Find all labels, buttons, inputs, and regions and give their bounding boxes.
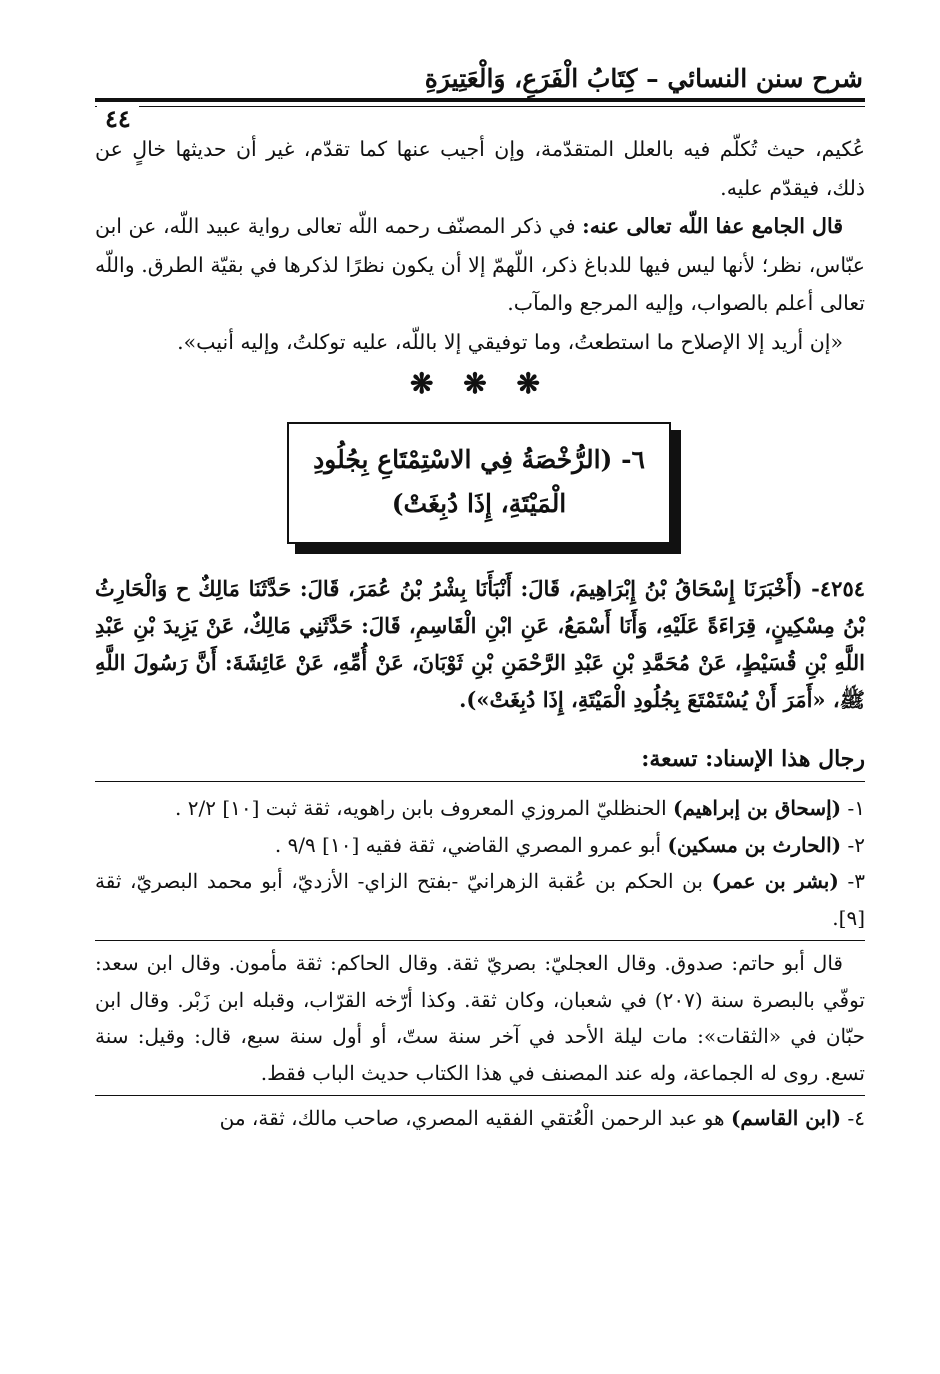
narrator-name: (بشر بن عمر) bbox=[711, 869, 839, 893]
narrator-name: (ابن القاسم) bbox=[730, 1106, 842, 1130]
author-comment-lead: قال الجامع عفا اللّه تعالى عنه: bbox=[582, 214, 843, 238]
narrator-entry bbox=[95, 827, 865, 864]
narrator-entry bbox=[95, 1100, 865, 1137]
narrator-number: ٤- bbox=[841, 1106, 865, 1130]
narrator-description: بن الحكم بن عُقبة الزهرانيّ -بفتح الزاي- الأزديّ، أبو محمد البصريّ، ثقة [٩]. bbox=[95, 869, 865, 930]
narrator-number: ٢- bbox=[841, 832, 865, 857]
narrator-note: قال أبو حاتم: صدوق. وقال العجليّ: بصريّ ثقة. وقال الحاكم: ثقة مأمون. وقال ابن سعد: توفّي بالبصرة سنة (٢٠٧) في شعبان، وكان ثقة. وكذا أرّخه القرّاب، وقبله ابن زَبْر. وقال ابن حبّان في «الثقات»: مات ليلة الأحد في آخر سنة ستّ، أو أول سنة سبع، قال: وقيل: سنة تسع. روى له الجماعة، وله عند المصنف في هذا الكتاب حديث الباب فقط. bbox=[95, 951, 865, 1085]
narrator-description: أبو عمرو المصري القاضي، ثقة فقيه [١٠] ٩/٩ . bbox=[274, 832, 668, 857]
isnad-heading: رجال هذا الإسناد: تسعة: bbox=[641, 746, 865, 772]
narrator-number: ٣- bbox=[838, 869, 865, 893]
chapter-title: ٦- (الرُّخْصَةُ فِي الاسْتِمْتَاعِ بِجُلُودِ الْمَيْتَةِ، إِذَا دُبِغَتْ) bbox=[287, 422, 671, 544]
hadith-text: ٤٢٥٤- (أَخْبَرَنَا إِسْحَاقُ بْنُ إِبْرَاهِيمَ، قَالَ: أَنْبَأَنَا بِشْرُ بْنُ عُمَرَ، قَالَ: حَدَّثَنَا مَالِكٌ ح وَالْحَارِثُ بْنُ مِسْكِينٍ، قِرَاءَةً عَلَيْهِ، وَأَنَا أَسْمَعُ، عَنِ ابْنِ الْقَاسِمِ، قَالَ: حَدَّثَنِي مَالِكٌ، عَنْ يَزِيدَ بْنِ عَبْدِ اللَّهِ بْنِ قُسَيْطٍ، عَنْ مُحَمَّدِ بْنِ عَبْدِ الرَّحْمَنِ بْنِ ثَوْبَانَ، عَنْ أُمِّهِ، عَنْ عَائِشَةَ: أَنَّ رَسُولَ اللَّهِ ﷺ، «أَمَرَ أَنْ يُسْتَمْتَعَ بِجُلُودِ الْمَيْتَةِ، إِذَا دُبِغَتْ»). bbox=[95, 576, 866, 712]
narrator-number: ١- bbox=[841, 796, 865, 820]
running-title: شرح سنن النسائي – كِتَابُ الْفَرَعِ، وَالْعَتِيرَةِ bbox=[424, 64, 863, 93]
narrator-4-rule bbox=[95, 1095, 865, 1096]
narrator-entry bbox=[95, 790, 865, 827]
author-comment-text: في ذكر المصنّف رحمه اللّه تعالى رواية عبيد اللّه، عن ابن عبّاس، نظر؛ لأنها ليس فيها للدباغ ذكر، اللّهمّ إلا أن يكون نظرًا لذكرها في بقيّة الطرق. واللّه تعالى أعلم بالصواب، وإليه المرجع والمآب. bbox=[95, 214, 865, 315]
narrator-note-rule bbox=[95, 940, 865, 941]
page-header bbox=[95, 62, 865, 133]
narrator-description: الحنظليّ المروزي المعروف بابن راهويه، ثقة ثبت [١٠] ٢/٢ . bbox=[175, 796, 674, 820]
narrator-name: (إسحاق بن إبراهيم) bbox=[673, 796, 842, 820]
intro-paragraph-2 bbox=[95, 207, 865, 323]
header-rule-thin bbox=[95, 106, 865, 107]
narrator-entry bbox=[95, 863, 865, 936]
header-rule-thick bbox=[95, 98, 865, 102]
book-page bbox=[95, 62, 865, 1362]
narrator-description: هو عبد الرحمن الْعُتقي الفقيه المصري، صاحب مالك، ثقة، من bbox=[219, 1106, 731, 1130]
page-number: ٤٤ bbox=[97, 104, 139, 133]
narrator-name: (الحارث بن مسكين) bbox=[667, 832, 842, 857]
quran-quote-paragraph: «إن أريد إلا الإصلاح ما استطعتُ، وما توفيقي إلا باللّه، عليه توكلتُ، وإليه أنيب». bbox=[177, 329, 843, 354]
isnad-heading-rule bbox=[95, 781, 865, 782]
section-separator-stars: ❋ ❋ ❋ bbox=[410, 367, 550, 400]
chapter-title-box bbox=[287, 422, 673, 546]
intro-paragraph-1: عُكيم، حيث تُكلّم فيه بالعلل المتقدّمة، وإن أجيب عنها كما تقدّم، غير أن حديثها خالٍ عن ذلك، فيقدّم عليه. bbox=[95, 137, 865, 200]
